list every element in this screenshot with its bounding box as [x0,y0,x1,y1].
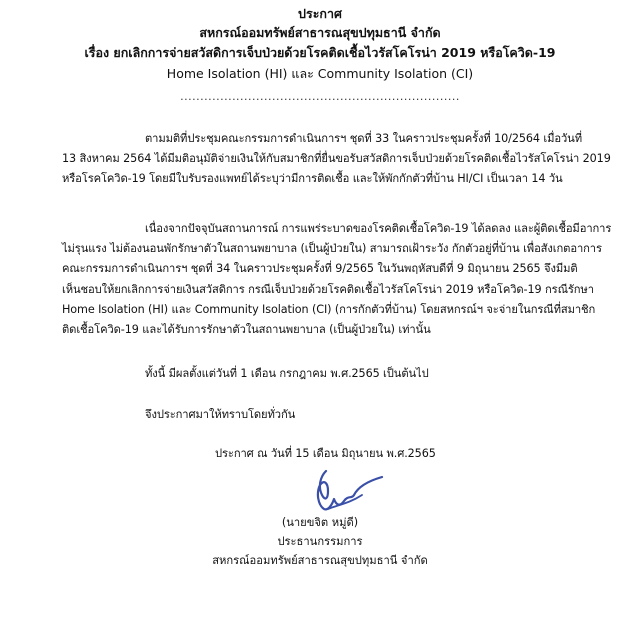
signatory-position: ประธานกรรมการ [277,535,363,548]
subject-line-2: Home Isolation (HI) และ Community Isolation (CI) [166,66,474,81]
organization-name: สหกรณ์ออมทรัพย์สาธารณสุขปทุมธานี จำกัด [199,25,441,40]
paragraph-2-line-4: เห็นชอบให้ยกเลิกการจ่ายเงินสวัสดิการ กรณีเจ็บป่วยด้วยโรคติดเชื้อไวรัสโคโรน่า 2019 หรือโควิด-19 กรณีรักษา [62,283,594,296]
announcement-closing: จึงประกาศมาให้ทราบโดยทั่วกัน [145,408,296,421]
paragraph-2-line-6: ติดเชื้อโควิด-19 และได้รับการรักษาตัวในสถานพยาบาล (เป็นผู้ป่วยใน) เท่านั้น [62,323,431,336]
paragraph-1-line-1: ตามมติที่ประชุมคณะกรรมการดำเนินการฯ ชุดที่ 33 ในคราวประชุมครั้งที่ 10/2564 เมื่อวันที่ [145,132,582,145]
document-title: ประกาศ [298,6,342,21]
effective-date: ทั้งนี้ มีผลตั้งแต่วันที่ 1 เดือน กรกฎาคม พ.ศ.2565 เป็นต้นไป [145,367,429,380]
signatory-organization: สหกรณ์ออมทรัพย์สาธารณสุขปทุมธานี จำกัด [212,554,428,567]
paragraph-1-line-3: หรือโรคโควิด-19 โดยมีใบรับรองแพทย์ได้ระบุว่ามีการติดเชื้อ และให้พักกักตัวที่บ้าน HI/CI เป็นเวลา 14 วัน [62,172,563,185]
subject-line: เรื่อง ยกเลิกการจ่ายสวัสดิการเจ็บป่วยด้วยโรคติดเชื้อไวรัสโคโรน่า 2019 หรือโควิด-19 [84,45,556,60]
signatory-name: (นายขจิต หมู่ดี) [281,516,359,529]
paragraph-2-line-5: Home Isolation (HI) และ Community Isolation (CI) (การกักตัวที่บ้าน) โดยสหกรณ์ฯ จะจ่ายในกรณีที่สมาชิก [62,303,596,316]
paragraph-2-line-2: ไม่รุนแรง ไม่ต้องนอนพักรักษาตัวในสถานพยาบาล (เป็นผู้ป่วยใน) สามารถเฝ้าระวัง กักตัวอยู่ที่บ้าน เพื่อสังเกตอาการ [62,242,602,255]
signature-image [298,465,398,515]
separator-dots: ...................................................................... [180,90,460,103]
paragraph-1-line-2: 13 สิงหาคม 2564 ได้มีมติอนุมัติจ่ายเงินให้กับสมาชิกที่ยื่นขอรับสวัสดิการเจ็บป่วยด้วยโรคติดเชื้อไวรัสโคโรน่า 2019 [62,152,611,165]
paragraph-2-line-1: เนื่องจากปัจจุบันสถานการณ์ การแพร่ระบาดของโรคติดเชื้อโควิด-19 ได้ลดลง และผู้ติดเชื้อมีอาการ [145,222,612,235]
announcement-date: ประกาศ ณ วันที่ 15 เดือน มิถุนายน พ.ศ.2565 [215,447,436,460]
paragraph-2-line-3: คณะกรรมการดำเนินการฯ ชุดที่ 34 ในคราวประชุมครั้งที่ 9/2565 ในวันพฤหัสบดีที่ 9 มิถุนายน 2565 จึงมีมติ [62,262,578,275]
